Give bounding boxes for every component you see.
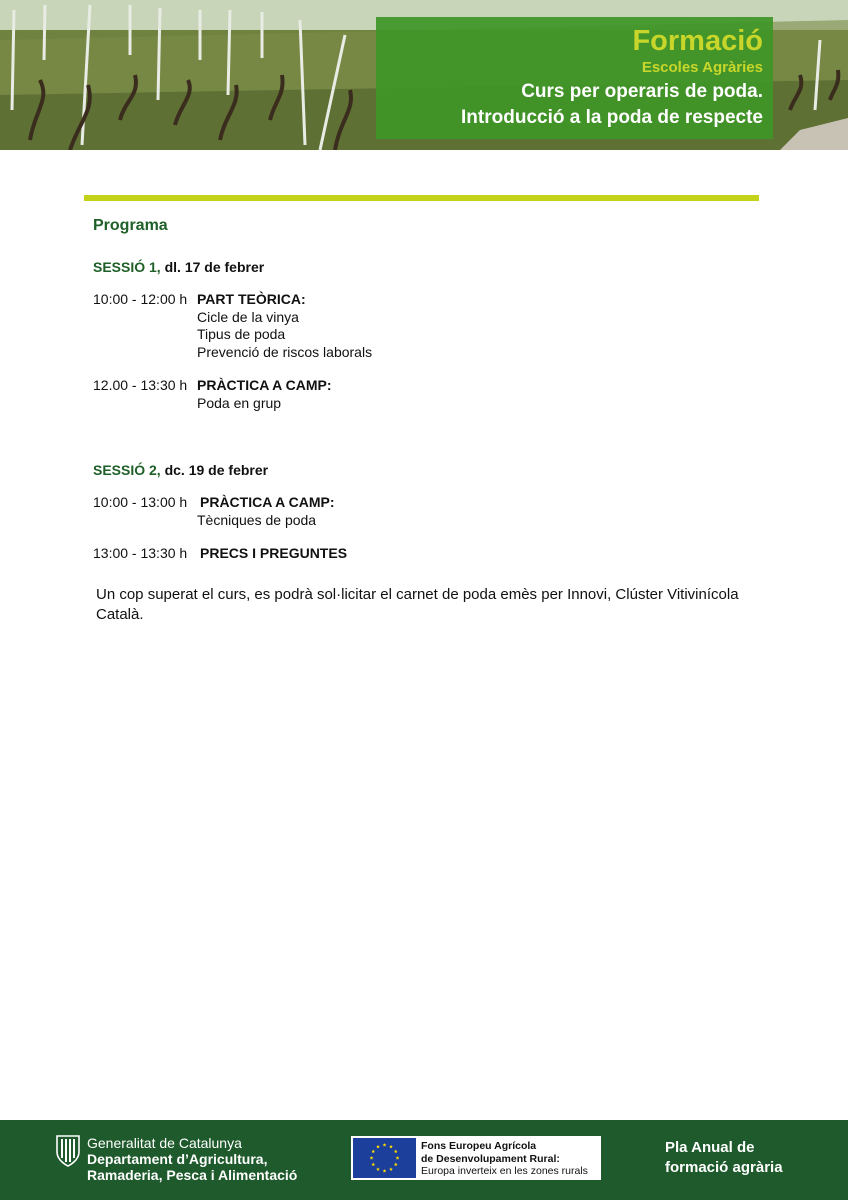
block-time: 12.00 - 13:30 h xyxy=(93,377,188,393)
block-heading: PRECS I PREGUNTES xyxy=(200,545,348,561)
block-item: Tipus de poda xyxy=(197,326,286,342)
eu-text xyxy=(421,1140,588,1178)
eu-line-2: de Desenvolupament Rural: xyxy=(421,1152,560,1165)
plan-label xyxy=(665,1138,783,1178)
block-heading: PRÀCTICA A CAMP: xyxy=(197,377,332,393)
closing-note: Un cop superat el curs, es podrà sol·licitar el carnet de poda emès per Innovi, Clúster Vitivinícola Català. xyxy=(96,585,739,623)
course-title-line-2: Introducció a la poda de respecte xyxy=(461,107,763,128)
session-1-date: dl. 17 de febrer xyxy=(164,259,265,275)
plan-line-2: formació agrària xyxy=(665,1159,783,1176)
session-2-date: dc. 19 de febrer xyxy=(164,462,269,478)
org-name: Generalitat de Catalunya xyxy=(87,1135,242,1151)
block-time: 10:00 - 13:00 h xyxy=(93,494,188,510)
eu-flag-icon xyxy=(353,1138,416,1178)
dept-line-1: Departament d’Agricultura, xyxy=(87,1151,268,1167)
block-item: Tècniques de poda xyxy=(197,511,317,528)
page-subtitle: Escoles Agràries xyxy=(641,59,763,76)
block-item: Prevenció de riscos laborals xyxy=(197,343,373,360)
block-time: 13:00 - 13:30 h xyxy=(93,545,188,561)
block-heading: PART TEÒRICA: xyxy=(197,291,306,307)
section-divider xyxy=(84,195,759,201)
dept-line-2: Ramaderia, Pesca i Alimentació xyxy=(87,1167,298,1183)
eu-line-1: Fons Europeu Agrícola xyxy=(421,1140,537,1152)
session-2-block-1 xyxy=(93,494,763,529)
session-1-block-2 xyxy=(93,377,763,412)
program-content xyxy=(93,216,763,625)
programa-heading: Programa xyxy=(93,217,168,234)
block-heading: PRÀCTICA A CAMP: xyxy=(200,494,335,510)
generalitat-text xyxy=(87,1135,297,1183)
block-time: 10:00 - 12:00 h xyxy=(93,291,188,307)
eu-feader-box xyxy=(351,1136,601,1180)
block-item: Cicle de la vinya xyxy=(197,308,299,325)
footer xyxy=(0,1120,848,1200)
block-item: Poda en grup xyxy=(197,394,282,411)
generalitat-logo-icon xyxy=(55,1134,81,1168)
header-banner xyxy=(0,0,848,150)
session-1-block-1 xyxy=(93,291,763,361)
plan-line-1: Pla Anual de xyxy=(665,1139,755,1156)
course-title-line-1: Curs per operaris de poda. xyxy=(521,81,763,102)
eu-line-3: Europa inverteix en les zones rurals xyxy=(421,1165,588,1177)
session-2-heading xyxy=(93,461,763,479)
page-title: Formació xyxy=(632,25,763,57)
session-1-label: SESSIÓ 1, xyxy=(93,259,161,275)
title-box xyxy=(376,17,773,139)
session-2-label: SESSIÓ 2, xyxy=(93,462,161,478)
session-2-block-2 xyxy=(93,545,763,563)
session-1-heading xyxy=(93,258,763,276)
